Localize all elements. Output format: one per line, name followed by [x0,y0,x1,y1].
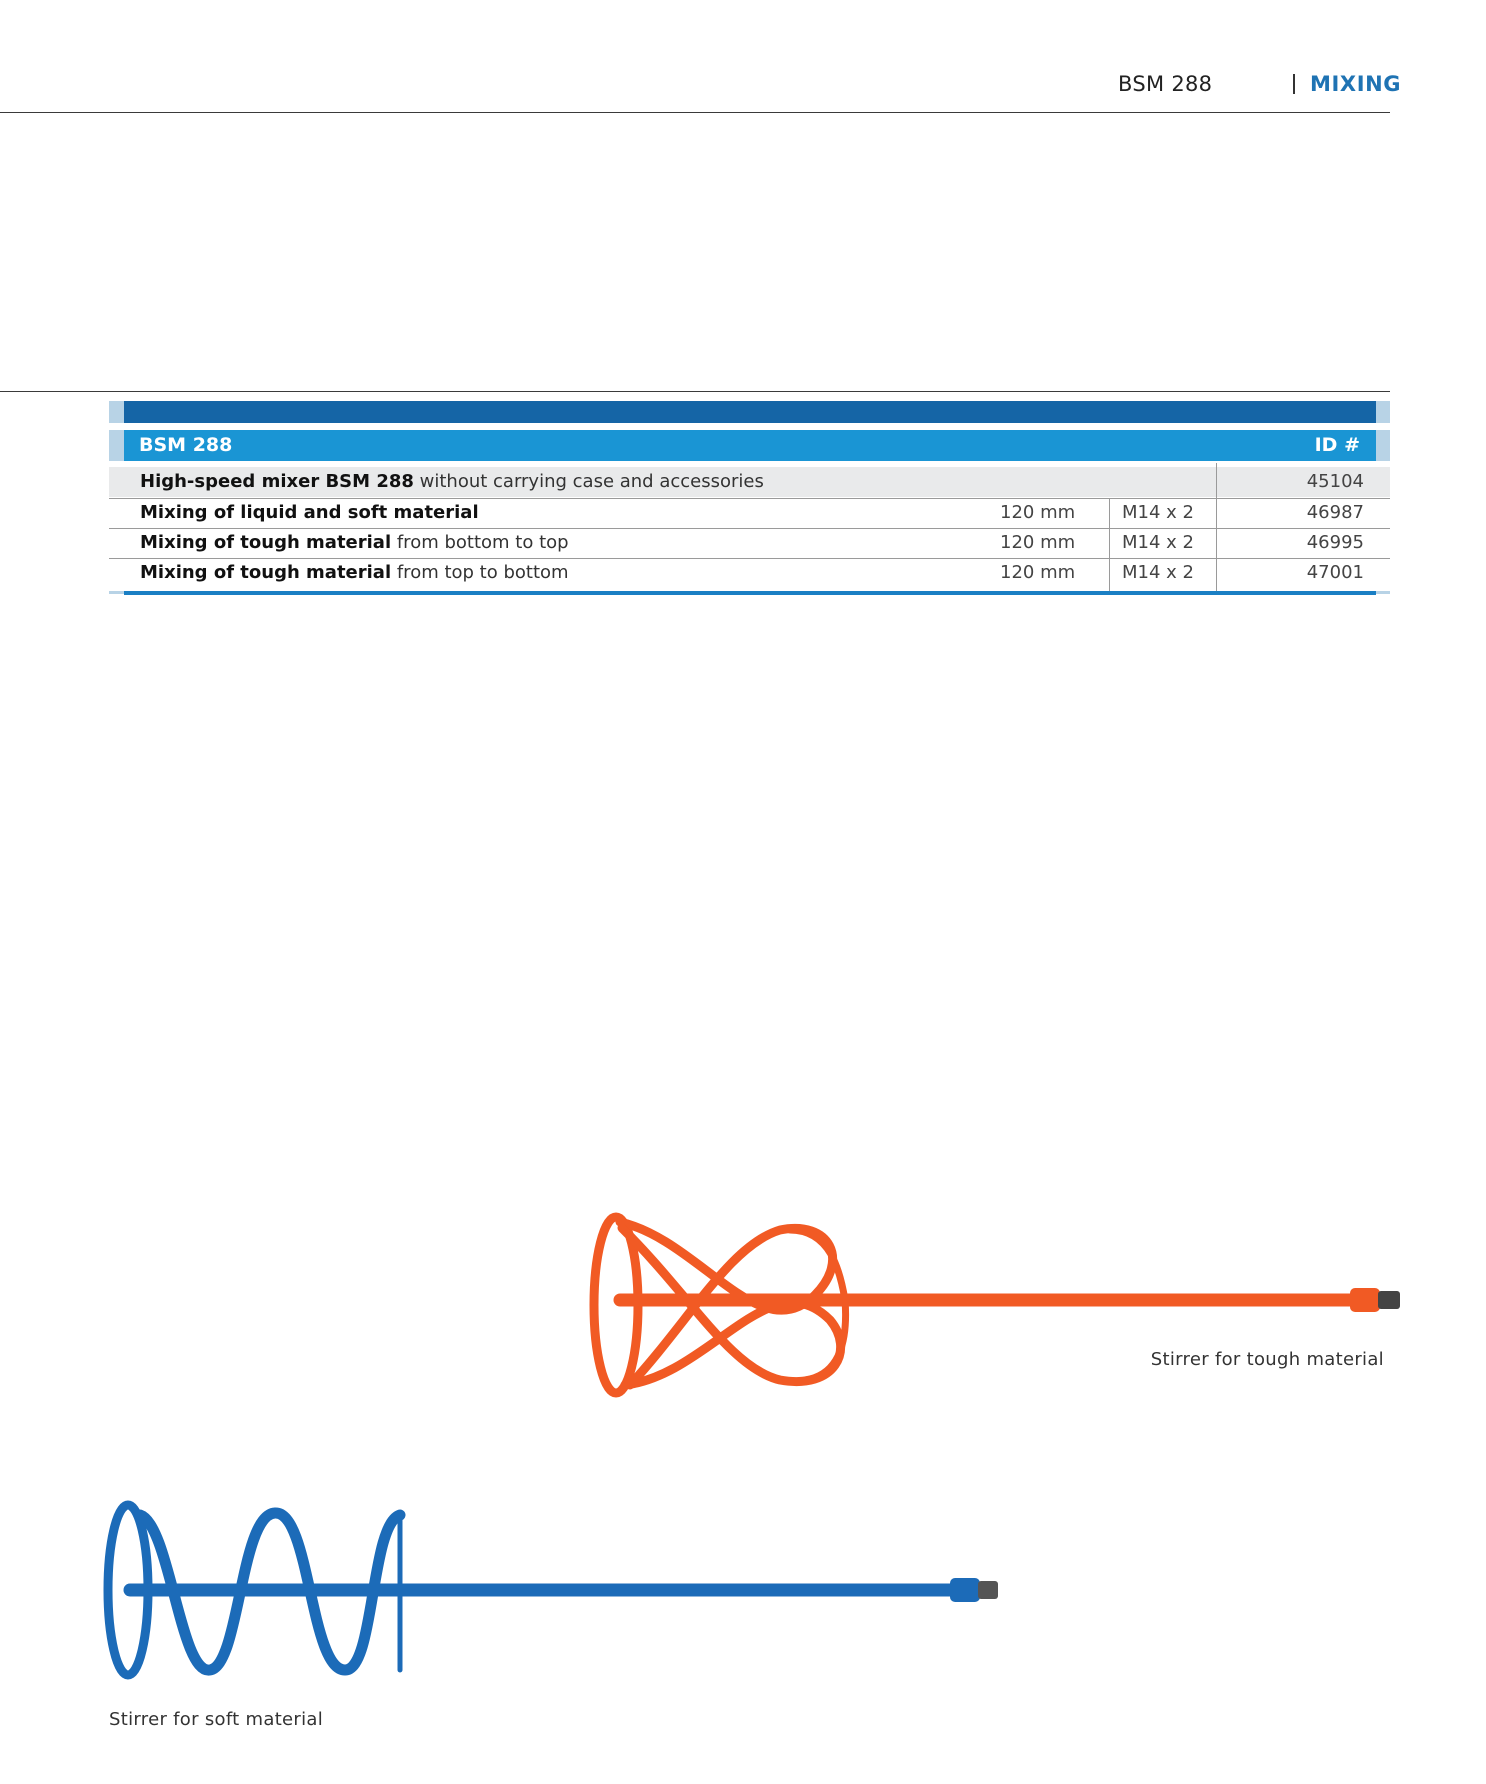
row-diameter: 120 mm [1000,562,1076,583]
row-description [140,562,569,583]
row-description-rest: from bottom to top [391,532,569,553]
column-separator [1109,499,1110,591]
table-header [124,430,1376,461]
blue-stirrer-icon [100,1485,1000,1695]
row-description-bold: Mixing of tough material [140,532,392,553]
row-description-bold: High-speed mixer BSM 288 [140,471,414,492]
table-header-right-cap [1376,430,1390,461]
row-diameter: 120 mm [1000,502,1076,523]
row-description [140,532,569,553]
section-rule [0,391,1390,392]
column-separator [1216,463,1217,591]
header-section-name: MIXING [1310,72,1402,96]
header-rule [0,112,1390,113]
table-bottom-bar [124,591,1376,595]
row-description-bold: Mixing of tough material [140,562,392,583]
row-description [140,502,479,523]
row-description-bold: Mixing of liquid and soft material [140,502,479,523]
caption-soft-stirrer: Stirrer for soft material [109,1709,324,1730]
row-thread: M14 x 2 [1122,502,1194,523]
orange-stirrer-icon [580,1200,1410,1410]
row-id: 46987 [1306,502,1364,523]
table-topbar [124,401,1376,423]
row-id: 46995 [1306,532,1364,553]
table-header-left-cap [109,430,124,461]
table-title: BSM 288 [139,434,233,456]
row-id: 47001 [1306,562,1364,583]
row-description-rest: from top to bottom [391,562,569,583]
row-thread: M14 x 2 [1122,532,1194,553]
caption-tough-stirrer: Stirrer for tough material [1150,1349,1384,1370]
row-description [140,471,764,492]
row-description-rest: without carrying case and accessories [413,471,764,492]
table-topbar-left-cap [109,401,124,423]
table-topbar-right-cap [1376,401,1390,423]
row-thread: M14 x 2 [1122,562,1194,583]
table-bottom-left-cap [109,591,124,594]
table-id-header: ID # [1314,434,1360,456]
row-diameter: 120 mm [1000,532,1076,553]
header-separator [1293,74,1295,94]
row-id: 45104 [1306,471,1364,492]
header-product-name: BSM 288 [1118,72,1213,96]
table-bottom-right-cap [1376,591,1390,594]
